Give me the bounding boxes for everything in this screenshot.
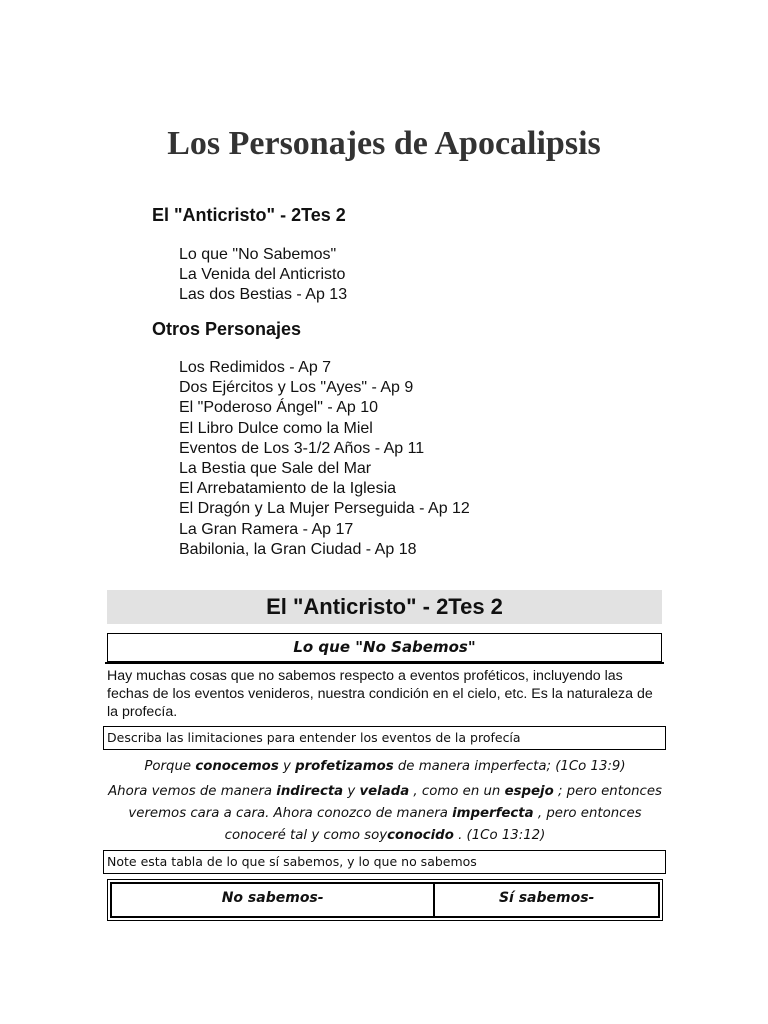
toc-item: Lo que "No Sabemos" (179, 246, 337, 263)
section-subtitle: Lo que "No Sabemos" (107, 633, 662, 662)
toc-item: El Dragón y La Mujer Perseguida - Ap 12 (179, 500, 470, 518)
table-header-no-sabemos: No sabemos- (111, 883, 434, 917)
toc-item: Dos Ejércitos y Los "Ayes" - Ap 9 (179, 379, 414, 397)
page-title: Los Personajes de Apocalipsis (167, 125, 601, 162)
toc-item: El Libro Dulce como la Miel (179, 419, 373, 437)
toc-item: El Arrebatamiento de la Iglesia (179, 480, 397, 498)
quote-text: Porque (144, 759, 196, 774)
toc-item: Los Redimidos - Ap 7 (179, 359, 332, 376)
quote-text: de manera imperfecta; (1Co 13:9) (393, 759, 626, 774)
toc-item: La Gran Ramera - Ap 17 (179, 520, 354, 538)
quote-text: Ahora vemos de manera (108, 784, 277, 799)
toc-item: Las dos Bestias - Ap 13 (179, 286, 348, 304)
quote-keyword: conocido (387, 828, 454, 843)
quote-text: , pero entonces conoceré tal y como soy (224, 806, 642, 843)
scripture-quote-1co-13-12 (107, 781, 663, 847)
quote-keyword: velada (359, 784, 410, 799)
toc-item: Eventos de Los 3-1/2 Años - Ap 11 (179, 439, 425, 457)
question-prompt-table: Note esta tabla de lo que sí sabemos, y lo que no sabemos (103, 850, 666, 874)
toc-heading-otros-personajes: Otros Personajes (152, 319, 302, 339)
intro-paragraph: Hay muchas cosas que no sabemos respecto a eventos proféticos, incluyendo las fechas de los eventos venideros, nuestra condición en el cielo, etc. Es la naturaleza de la profecía. (107, 668, 653, 720)
quote-text: y (343, 784, 360, 799)
toc-item: El "Poderoso Ángel" - Ap 10 (179, 399, 379, 417)
table-header-si-sabemos: Sí sabemos- (434, 883, 659, 917)
quote-keyword: conocemos (195, 759, 279, 774)
section-title-bar: El "Anticristo" - 2Tes 2 (107, 590, 662, 624)
toc-item: La Bestia que Sale del Mar (179, 460, 372, 478)
comparison-table (107, 879, 663, 921)
quote-text: y (278, 759, 296, 774)
quote-keyword: profetizamos (295, 759, 394, 774)
toc-list-otros-personajes (179, 358, 470, 560)
toc-list-anticristo (179, 245, 347, 306)
question-prompt-limitations: Describa las limitaciones para entender los eventos de la profecía (103, 726, 666, 750)
quote-text: . (1Co 13:12) (453, 828, 546, 843)
toc-item: La Venida del Anticristo (179, 266, 346, 284)
toc-item: Babilonia, la Gran Ciudad - Ap 18 (179, 540, 417, 558)
divider (105, 662, 664, 664)
quote-text: , como en un (409, 784, 505, 799)
scripture-quote-1co-13-9 (107, 756, 663, 778)
quote-keyword: imperfecta (452, 806, 534, 821)
quote-keyword: indirecta (276, 784, 344, 799)
toc-heading-anticristo: El "Anticristo" - 2Tes 2 (152, 205, 346, 225)
quote-text: ; pero entonces veremos cara a cara. Ahora conozco de manera (128, 784, 662, 821)
quote-keyword: espejo (504, 784, 554, 799)
